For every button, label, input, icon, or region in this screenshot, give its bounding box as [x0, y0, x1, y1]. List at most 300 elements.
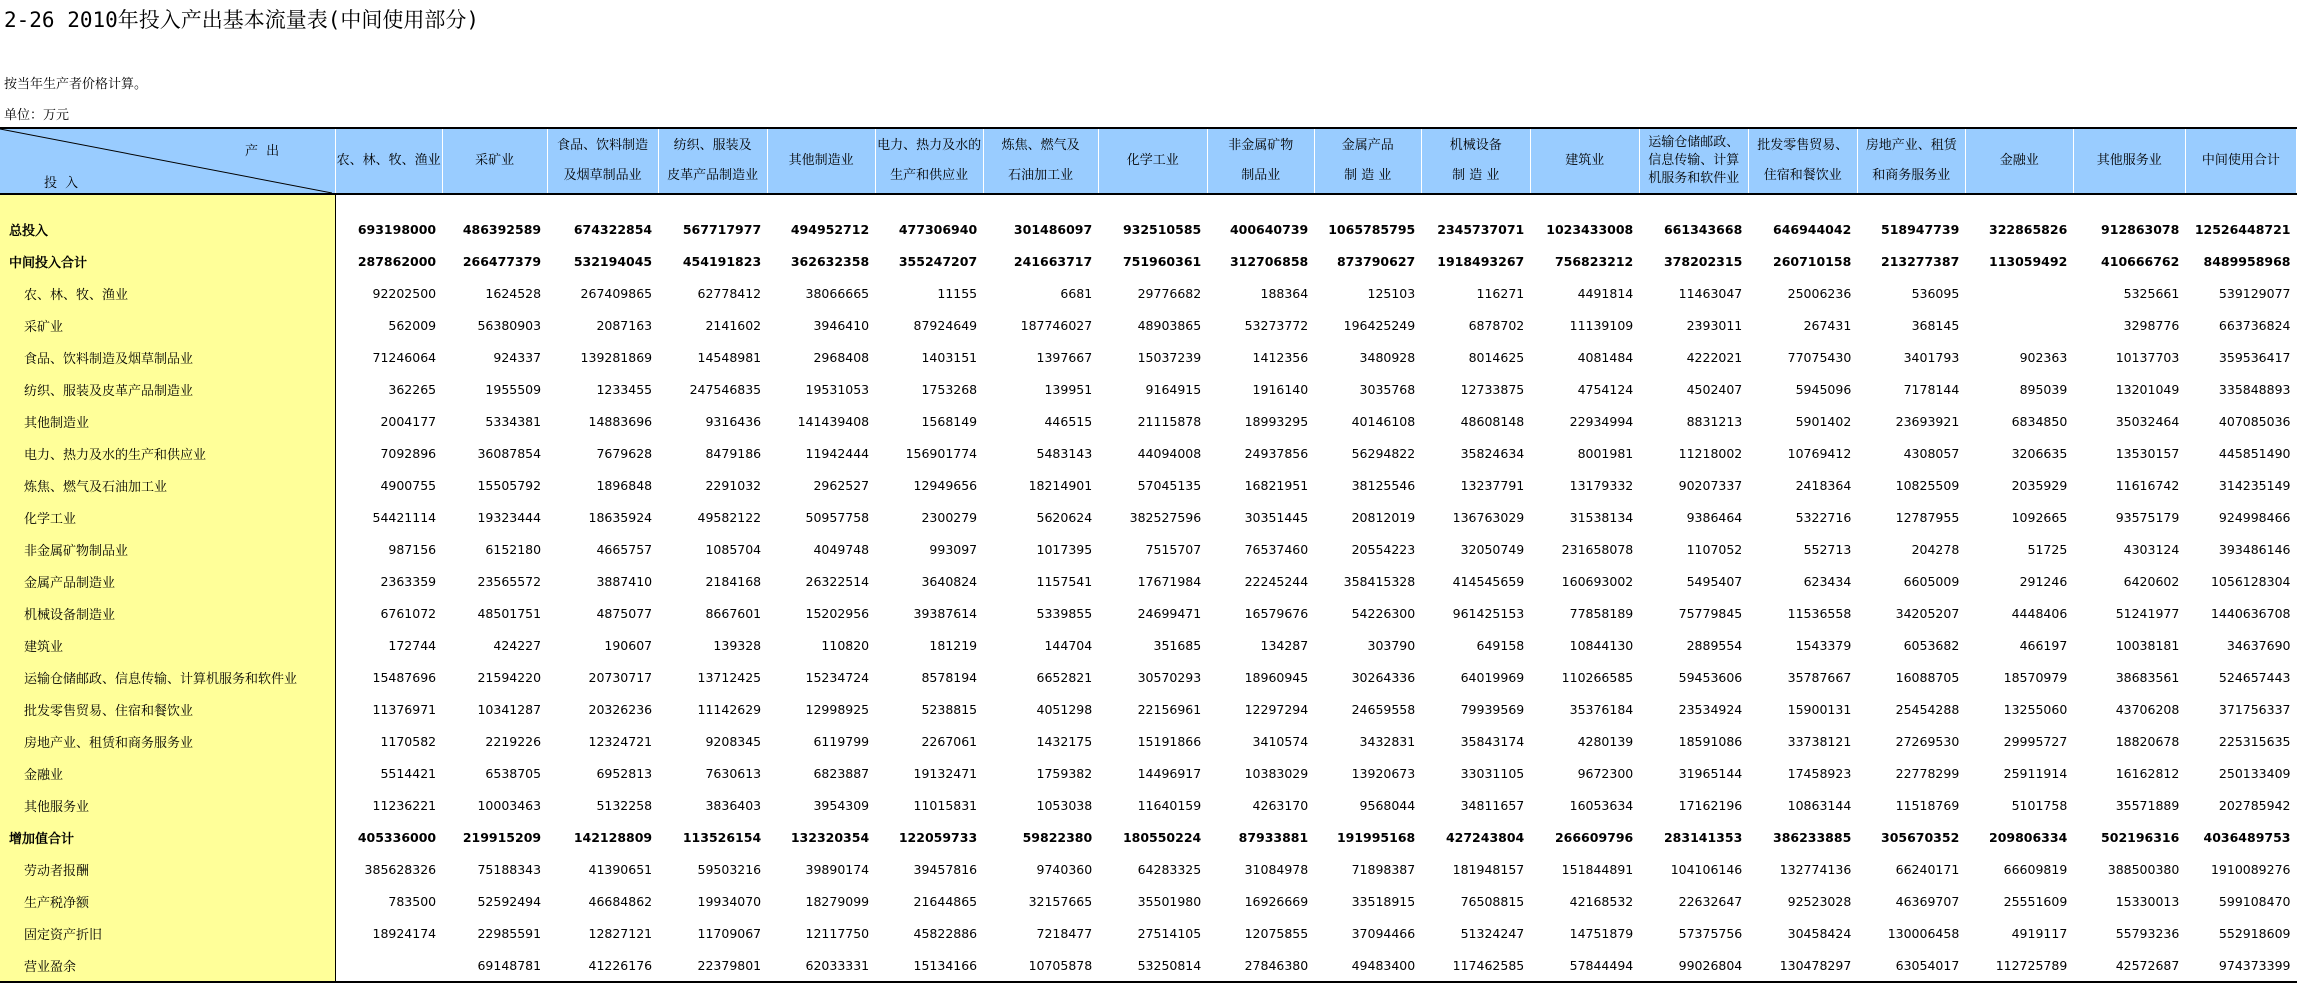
- table-cell: 16579676: [1244, 605, 1309, 621]
- table-cell: 4491814: [1577, 285, 1634, 301]
- row-label: 房地产业、租赁和商务服务业: [0, 725, 335, 757]
- table-cell: 283141353: [1663, 829, 1743, 845]
- table-cell: 12827121: [588, 925, 653, 941]
- table-cell: 35824634: [1460, 445, 1525, 461]
- row-label: 电力、热力及水的生产和供应业: [0, 437, 335, 469]
- table-cell: 87924649: [913, 317, 978, 333]
- column-header-line: 建筑业: [1565, 153, 1605, 168]
- table-cell: 783500: [388, 893, 437, 909]
- table-cell: 39457816: [913, 861, 978, 877]
- table-cell: 912863078: [2101, 221, 2180, 237]
- table-cell: 3887410: [596, 573, 653, 589]
- table-cell: 11709067: [697, 925, 762, 941]
- table-cell: 4308057: [1903, 445, 1960, 461]
- column-header: [1098, 128, 1207, 194]
- table-cell: 19132471: [913, 765, 978, 781]
- table-cell: 42572687: [2073, 949, 2185, 982]
- input-output-table: [0, 127, 2297, 983]
- table-cell: 51725: [2027, 541, 2068, 557]
- table-cell: 29776682: [1137, 285, 1202, 301]
- table-cell: 21594220: [477, 669, 542, 685]
- table-cell: 5483143: [1036, 445, 1093, 461]
- table-cell: 76537460: [1244, 541, 1309, 557]
- column-header: [875, 128, 983, 194]
- table-cell: 646944042: [1773, 221, 1852, 237]
- table-cell: 552713: [1803, 541, 1852, 557]
- table-cell: 5238815: [921, 701, 978, 717]
- table-cell: 71246064: [372, 349, 437, 365]
- column-header-line: 机械设备: [1449, 138, 1502, 153]
- table-cell: 3401793: [1903, 349, 1960, 365]
- table-cell: 388500380: [2107, 861, 2180, 877]
- table-cell: 181219: [929, 637, 978, 653]
- table-cell: 35571889: [2115, 797, 2180, 813]
- table-cell: 36087854: [477, 445, 542, 461]
- table-cell: 427243804: [1445, 829, 1525, 845]
- table-cell: 362632358: [790, 253, 870, 269]
- table-cell: 21644865: [913, 893, 978, 909]
- table-row: [0, 885, 2297, 917]
- column-header: [1207, 128, 1314, 194]
- table-cell: 54421114: [372, 509, 437, 525]
- table-cell: 10769412: [1787, 445, 1852, 461]
- table-cell: 139328: [713, 637, 762, 653]
- table-cell: 2363359: [380, 573, 437, 589]
- table-cell: 11536558: [1787, 605, 1852, 621]
- table-cell: 26322514: [805, 573, 870, 589]
- table-cell: 27846380: [1207, 949, 1314, 982]
- corner-input-label: 投 入: [44, 176, 81, 191]
- table-cell: 7092896: [380, 445, 437, 461]
- table-cell: 11236221: [372, 797, 437, 813]
- table-cell: 250133409: [2218, 765, 2291, 781]
- table-cell: 53250814: [1098, 949, 1207, 982]
- table-cell: 130006458: [1887, 925, 1960, 941]
- column-header-line: 中间使用合计: [2201, 153, 2280, 168]
- table-cell: 213277387: [1881, 253, 1960, 269]
- column-header-line: 信息传输、计算: [1648, 153, 1740, 168]
- table-cell: 11142629: [697, 701, 762, 717]
- column-header-line: 金属产品: [1341, 138, 1394, 153]
- table-cell: 8479186: [705, 445, 762, 461]
- column-header-line: 电力、热力及水的: [877, 138, 982, 153]
- table-cell: 2418364: [1795, 477, 1852, 493]
- table-cell: 1397667: [1036, 349, 1093, 365]
- table-cell: 924998466: [2218, 509, 2291, 525]
- table-cell: 5322716: [1795, 509, 1852, 525]
- table-cell: 187746027: [1020, 317, 1093, 333]
- table-cell: 20812019: [1351, 509, 1416, 525]
- table-cell: 69148781: [442, 949, 547, 982]
- table-cell: 4875077: [596, 605, 653, 621]
- table-cell: 5132258: [596, 797, 653, 813]
- table-cell: 19323444: [477, 509, 542, 525]
- table-cell: 368145: [1911, 317, 1960, 333]
- table-cell: 895039: [2019, 381, 2068, 397]
- table-cell: 46369707: [1895, 893, 1960, 909]
- table-cell: 27514105: [1137, 925, 1202, 941]
- table-cell: 160693002: [1561, 573, 1634, 589]
- table-cell: 13712425: [697, 669, 762, 685]
- row-label: 营业盈余: [0, 949, 335, 982]
- table-cell: 6834850: [2011, 413, 2068, 429]
- table-cell: 6420602: [2123, 573, 2180, 589]
- table-cell: 14548981: [697, 349, 762, 365]
- table-cell: 7218477: [1036, 925, 1093, 941]
- table-cell: 55793236: [2115, 925, 2180, 941]
- table-cell: 10825509: [1895, 477, 1960, 493]
- table-cell: 30570293: [1137, 669, 1202, 685]
- table-cell: 3432831: [1359, 733, 1416, 749]
- row-label: 其他服务业: [0, 789, 335, 821]
- table-cell: 18820678: [2115, 733, 2180, 749]
- table-cell: 494952712: [790, 221, 870, 237]
- table-cell: 23534924: [1678, 701, 1743, 717]
- table-cell: 305670352: [1881, 829, 1960, 845]
- table-cell: 1916140: [1252, 381, 1309, 397]
- table-cell: 54226300: [1351, 605, 1416, 621]
- table-cell: 71898387: [1351, 861, 1416, 877]
- table-row: [0, 917, 2297, 949]
- column-header: [442, 128, 547, 194]
- table-cell: 188364: [1260, 285, 1309, 301]
- table-cell: 59453606: [1678, 669, 1743, 685]
- table-cell: 56294822: [1351, 445, 1416, 461]
- table-cell: 312706858: [1229, 253, 1309, 269]
- table-cell: 5945096: [1795, 381, 1852, 397]
- table-cell: 524657443: [2218, 669, 2291, 685]
- table-cell: 314235149: [2218, 477, 2291, 493]
- table-cell: 25911914: [2003, 765, 2068, 781]
- table-cell: 18993295: [1244, 413, 1309, 429]
- table-cell: 9386464: [1686, 509, 1743, 525]
- column-header-line: 及烟草制品业: [563, 168, 642, 183]
- table-cell: 12949656: [913, 477, 978, 493]
- table-cell: 502196316: [2101, 829, 2180, 845]
- table-cell: 32050749: [1460, 541, 1525, 557]
- table-cell: 19934070: [697, 893, 762, 909]
- row-label: 机械设备制造业: [0, 597, 335, 629]
- table-cell: 8831213: [1686, 413, 1743, 429]
- table-cell: 31538134: [1569, 509, 1634, 525]
- table-cell: 22778299: [1895, 765, 1960, 781]
- table-cell: 6823887: [813, 765, 870, 781]
- table-row: [0, 629, 2297, 661]
- table-cell: 4081484: [1577, 349, 1634, 365]
- table-cell: 1440636708: [2210, 605, 2291, 621]
- table-cell: 756823212: [1554, 253, 1634, 269]
- table-cell: 13201049: [2115, 381, 2180, 397]
- table-cell: 1053038: [1036, 797, 1093, 813]
- table-cell: 260710158: [1773, 253, 1852, 269]
- table-cell: 53273772: [1244, 317, 1309, 333]
- table-cell: 13920673: [1351, 765, 1416, 781]
- table-cell: 191995168: [1336, 829, 1416, 845]
- table-cell: 9164915: [1145, 381, 1202, 397]
- table-row: [0, 757, 2297, 789]
- table-cell: 6053682: [1903, 637, 1960, 653]
- table-cell: 8489958968: [2203, 253, 2291, 269]
- table-cell: 12117750: [805, 925, 870, 941]
- table-cell: 11155: [937, 285, 978, 301]
- table-cell: 10341287: [477, 701, 542, 717]
- table-cell: 110266585: [1561, 669, 1634, 685]
- table-cell: 6119799: [813, 733, 870, 749]
- table-row: [0, 213, 2297, 245]
- table-cell: 22379801: [658, 949, 767, 982]
- table-cell: 132774136: [1779, 861, 1852, 877]
- table-cell: 5620624: [1036, 509, 1093, 525]
- column-header: [2185, 128, 2296, 194]
- table-cell: 19531053: [805, 381, 870, 397]
- table-cell: 987156: [388, 541, 437, 557]
- table-cell: 303790: [1367, 637, 1416, 653]
- table-cell: 1085704: [705, 541, 762, 557]
- column-header-line: 纺织、服装及: [673, 138, 752, 153]
- table-cell: 358415328: [1343, 573, 1416, 589]
- table-cell: 2291032: [705, 477, 762, 493]
- table-cell: 267409865: [580, 285, 653, 301]
- table-cell: 38683561: [2115, 669, 2180, 685]
- table-cell: 196425249: [1343, 317, 1416, 333]
- table-cell: 202785942: [2218, 797, 2291, 813]
- table-cell: 466197: [2019, 637, 2068, 653]
- row-label: 建筑业: [0, 629, 335, 661]
- table-cell: 1432175: [1036, 733, 1093, 749]
- table-cell: 11616742: [2115, 477, 2180, 493]
- row-label: 采矿业: [0, 309, 335, 341]
- table-cell: 56380903: [477, 317, 542, 333]
- row-label: 生产税净额: [0, 885, 335, 917]
- table-cell: 15505792: [477, 477, 542, 493]
- table-cell: 4900755: [380, 477, 437, 493]
- table-cell: 518947739: [1881, 221, 1960, 237]
- column-header-line: 其他服务业: [2096, 153, 2162, 168]
- table-cell: 4049748: [813, 541, 870, 557]
- table-cell: 48608148: [1460, 413, 1525, 429]
- column-header: [1857, 128, 1965, 194]
- table-cell: 139951: [1044, 381, 1093, 397]
- table-cell: 33031105: [1460, 765, 1525, 781]
- table-cell: 8001981: [1577, 445, 1634, 461]
- table-cell: 18279099: [805, 893, 870, 909]
- table-cell: 15234724: [805, 669, 870, 685]
- table-row: [0, 341, 2297, 373]
- table-body: [0, 194, 2297, 982]
- table-cell: 2141602: [705, 317, 762, 333]
- table-cell: 29995727: [2003, 733, 2068, 749]
- table-cell: 37094466: [1351, 925, 1416, 941]
- column-header-line: 和商务服务业: [1872, 168, 1951, 183]
- table-cell: 1233455: [596, 381, 653, 397]
- table-cell: 3946410: [813, 317, 870, 333]
- table-cell: 567717977: [682, 221, 762, 237]
- table-cell: 2004177: [380, 413, 437, 429]
- column-header-line: 房地产业、租赁: [1865, 138, 1957, 153]
- table-cell: 41226176: [547, 949, 658, 982]
- table-cell: 6952813: [596, 765, 653, 781]
- corner-header: [0, 128, 335, 194]
- table-cell: 35787667: [1787, 669, 1852, 685]
- table-cell: 59503216: [697, 861, 762, 877]
- table-cell: 34637690: [2226, 637, 2291, 653]
- table-cell: 3298776: [2123, 317, 2180, 333]
- table-cell: 386233885: [1773, 829, 1852, 845]
- column-header: [1748, 128, 1857, 194]
- table-cell: 5495407: [1686, 573, 1743, 589]
- table-cell: 1170582: [380, 733, 437, 749]
- table-row: [0, 565, 2297, 597]
- table-cell: 477306940: [898, 221, 978, 237]
- table-cell: 18635924: [588, 509, 653, 525]
- column-header-line: 石油加工业: [1008, 168, 1074, 183]
- row-label: 批发零售贸易、住宿和餐饮业: [0, 693, 335, 725]
- column-header: [1639, 128, 1748, 194]
- table-cell: 219915209: [462, 829, 542, 845]
- table-cell: 134287: [1260, 637, 1309, 653]
- table-cell: 663736824: [2218, 317, 2291, 333]
- table-cell: 17162196: [1678, 797, 1743, 813]
- table-cell: 7630613: [705, 765, 762, 781]
- table-cell: 24659558: [1351, 701, 1416, 717]
- column-header-line: 金融业: [1999, 153, 2039, 168]
- table-cell: 32157665: [1028, 893, 1093, 909]
- column-header: [335, 128, 442, 194]
- column-header-line: 皮革产品制造业: [667, 168, 759, 183]
- table-cell: 66609819: [2003, 861, 2068, 877]
- column-header-line: 住宿和餐饮业: [1763, 168, 1842, 183]
- table-cell: 27269530: [1895, 733, 1960, 749]
- table-cell: 4754124: [1577, 381, 1634, 397]
- corner-output-label: 产 出: [245, 144, 282, 159]
- row-label: 金融业: [0, 757, 335, 789]
- table-cell: 266477379: [462, 253, 542, 269]
- row-label: 增加值合计: [0, 821, 335, 853]
- table-cell: 536095: [1911, 285, 1960, 301]
- table-cell: 11015831: [913, 797, 978, 813]
- table-cell: 22985591: [477, 925, 542, 941]
- table-cell: 22632647: [1678, 893, 1743, 909]
- table-cell: 30264336: [1351, 669, 1416, 685]
- table-row: [0, 949, 2297, 982]
- table-cell: 11218002: [1678, 445, 1743, 461]
- table-cell: 76508815: [1460, 893, 1525, 909]
- table-cell: 17671984: [1137, 573, 1202, 589]
- table-cell: 351685: [1153, 637, 1202, 653]
- table-cell: 539129077: [2218, 285, 2291, 301]
- table-cell: 66240171: [1895, 861, 1960, 877]
- table-row: [0, 661, 2297, 693]
- table-cell: 5339855: [1036, 605, 1093, 621]
- table-cell: 446515: [1044, 413, 1093, 429]
- table-cell: 30351445: [1244, 509, 1309, 525]
- table-cell: 1896848: [596, 477, 653, 493]
- table-cell: 11518769: [1895, 797, 1960, 813]
- table-cell: 136763029: [1452, 509, 1525, 525]
- table-row: [0, 437, 2297, 469]
- table-cell: 33518915: [1351, 893, 1416, 909]
- table-cell: 486392589: [462, 221, 542, 237]
- column-header: [767, 128, 875, 194]
- column-header-line: 机服务和软件业: [1648, 171, 1740, 186]
- table-cell: 7515707: [1145, 541, 1202, 557]
- table-cell: 40146108: [1351, 413, 1416, 429]
- table-cell: 22156961: [1137, 701, 1202, 717]
- table-cell: 79939569: [1460, 701, 1525, 717]
- table-cell: 9568044: [1359, 797, 1416, 813]
- table-cell: 6761072: [380, 605, 437, 621]
- table-cell: 49582122: [697, 509, 762, 525]
- table-cell: 8667601: [705, 605, 762, 621]
- row-label: 劳动者报酬: [0, 853, 335, 885]
- table-cell: 8014625: [1468, 349, 1525, 365]
- table-cell: 51324247: [1460, 925, 1525, 941]
- table-cell: 22245244: [1244, 573, 1309, 589]
- table-row: [0, 277, 2297, 309]
- table-cell: 2219226: [485, 733, 542, 749]
- column-header-line: 批发零售贸易、: [1757, 138, 1849, 153]
- row-label: 中间投入合计: [0, 245, 335, 277]
- table-cell: 38066665: [805, 285, 870, 301]
- table-cell: 13237791: [1460, 477, 1525, 493]
- table-cell: 1017395: [1036, 541, 1093, 557]
- table-row: [0, 597, 2297, 629]
- table-cell: 141439408: [797, 413, 870, 429]
- table-cell: 301486097: [1013, 221, 1093, 237]
- table-cell: 12075855: [1244, 925, 1309, 941]
- row-label: 非金属矿物制品业: [0, 533, 335, 565]
- table-cell: 16926669: [1244, 893, 1309, 909]
- table-cell: 445851490: [2218, 445, 2291, 461]
- table-cell: 34205207: [1895, 605, 1960, 621]
- table-cell: 3954309: [813, 797, 870, 813]
- table-cell: 1092665: [2011, 509, 2068, 525]
- column-header-line: 非金属矿物: [1228, 138, 1294, 153]
- table-cell: 14751879: [1569, 925, 1634, 941]
- table-cell: 90207337: [1678, 477, 1743, 493]
- table-cell: 52592494: [477, 893, 542, 909]
- table-cell: 751960361: [1122, 253, 1202, 269]
- table-cell: 362265: [388, 381, 437, 397]
- table-cell: 12297294: [1244, 701, 1309, 717]
- table-cell: 116271: [1476, 285, 1525, 301]
- row-label: 食品、饮料制造及烟草制品业: [0, 341, 335, 373]
- column-header-line: 制 造 业: [1344, 168, 1392, 183]
- table-cell: 18214901: [1028, 477, 1093, 493]
- table-cell: 57045135: [1137, 477, 1202, 493]
- table-cell: 31965144: [1678, 765, 1743, 781]
- table-cell: 2035929: [2011, 477, 2068, 493]
- column-header-line: 其他制造业: [788, 153, 854, 168]
- table-cell: 22934994: [1569, 413, 1634, 429]
- table-cell: 11463047: [1678, 285, 1743, 301]
- table-cell: 144704: [1044, 637, 1093, 653]
- table-cell: 16162812: [2115, 765, 2180, 781]
- table-cell: 104106146: [1670, 861, 1743, 877]
- table-cell: 1065785795: [1328, 221, 1416, 237]
- table-cell: 8578194: [921, 669, 978, 685]
- table-cell: 400640739: [1229, 221, 1309, 237]
- table-cell: 9208345: [705, 733, 762, 749]
- table-cell: 924337: [493, 349, 542, 365]
- table-cell: 24937856: [1244, 445, 1309, 461]
- table-cell: 1918493267: [1437, 253, 1525, 269]
- table-cell: 649158: [1476, 637, 1525, 653]
- table-cell: 4502407: [1686, 381, 1743, 397]
- table-cell: 873790627: [1336, 253, 1416, 269]
- table-cell: 1403151: [921, 349, 978, 365]
- table-cell: 17458923: [1787, 765, 1852, 781]
